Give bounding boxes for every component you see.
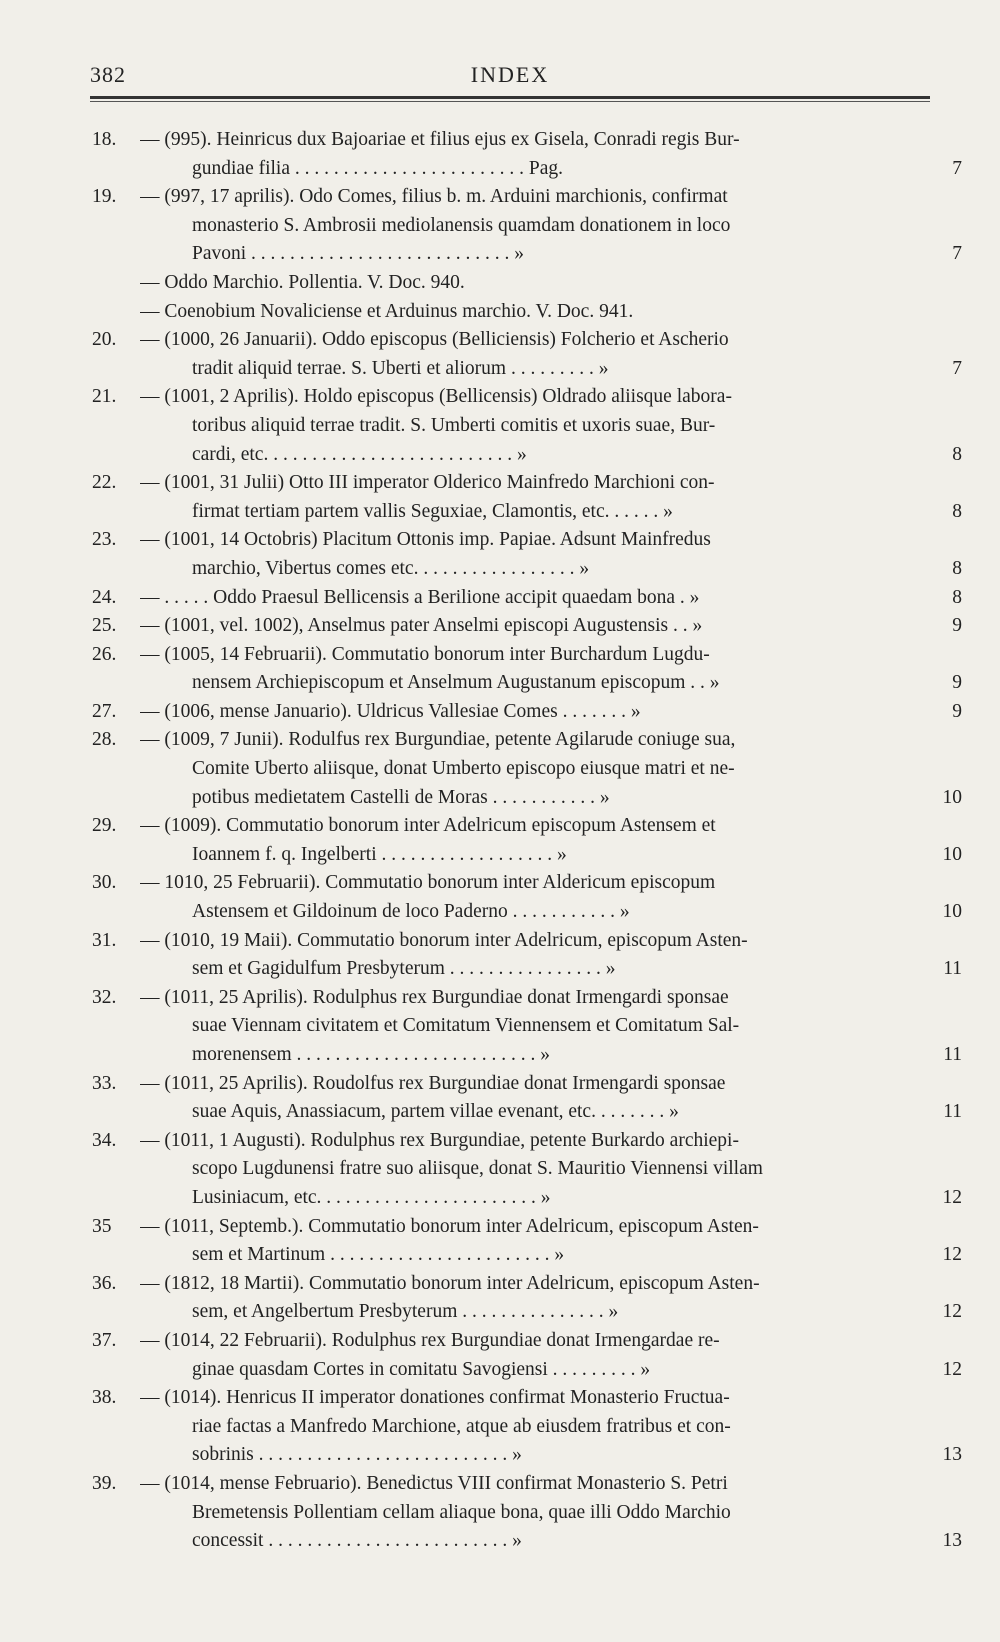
entry-number: 20.	[92, 329, 117, 351]
entry-text	[140, 1127, 952, 1213]
entry-number: 25.	[92, 615, 117, 637]
entry-line: tradit aliquid terrae. S. Uberti et aliorum . . . . . . . . . »	[192, 357, 609, 379]
entry-number: 36.	[92, 1272, 117, 1294]
entry-line: cardi, etc. . . . . . . . . . . . . . . . . . . . . . . . . . »	[192, 443, 527, 465]
entry-line: sem et Martinum . . . . . . . . . . . . . . . . . . . . . . . »	[192, 1244, 565, 1266]
entry-text	[140, 469, 952, 526]
entry-line: sem et Gagidulfum Presbyterum . . . . . . . . . . . . . . . . »	[192, 958, 616, 980]
entry-line: ginae quasdam Cortes in comitatu Savogiensi . . . . . . . . . »	[192, 1358, 651, 1380]
entry-line: — (1014, 22 Februarii). Rodulphus rex Burgundiae donat Irmengardae re-	[140, 1329, 720, 1351]
entry-page-ref: 11	[943, 1101, 962, 1123]
entry-number: 21.	[92, 386, 117, 408]
entry-number: 32.	[92, 986, 117, 1008]
index-entry	[92, 726, 962, 812]
entry-line: — (1005, 14 Februarii). Commutatio bonorum inter Burchardum Lugdu-	[140, 643, 710, 665]
entry-text	[140, 526, 952, 583]
entry-number: 39.	[92, 1472, 117, 1494]
entry-line: gundiae filia . . . . . . . . . . . . . . . . . . . . . . . . Pag.	[192, 157, 564, 179]
entry-line: Astensem et Gildoinum de loco Paderno . . . . . . . . . . . »	[192, 901, 630, 923]
entry-text	[140, 383, 952, 469]
entry-line: — (1812, 18 Martii). Commutatio bonorum inter Adelricum, episcopum Asten-	[140, 1272, 760, 1294]
entry-line: — (1010, 19 Maii). Commutatio bonorum inter Adelricum, episcopum Asten-	[140, 929, 748, 951]
index-entry	[92, 927, 962, 984]
entry-line: — (1011, 1 Augusti). Rodulphus rex Burgundiae, petente Burkardo archiepi-	[140, 1129, 739, 1151]
entry-text	[140, 326, 952, 383]
entry-line: suae Aquis, Anassiacum, partem villae evenant, etc. . . . . . . . »	[192, 1101, 679, 1123]
entry-page-ref: 8	[952, 557, 962, 579]
entry-line: — Oddo Marchio. Pollentia. V. Doc. 940.	[140, 271, 465, 293]
entry-line: Ioannem f. q. Ingelberti . . . . . . . . . . . . . . . . . . »	[192, 843, 567, 865]
entry-text	[140, 698, 952, 727]
entry-page-ref: 13	[942, 1530, 962, 1552]
entry-line: sem, et Angelbertum Presbyterum . . . . . . . . . . . . . . . »	[192, 1301, 619, 1323]
index-entry	[92, 526, 962, 583]
entry-line: — (1011, 25 Aprilis). Rodulphus rex Burgundiae donat Irmengardi sponsae	[140, 986, 729, 1008]
index-entry	[92, 126, 962, 183]
entry-text	[140, 183, 952, 269]
index-entry	[92, 1213, 962, 1270]
entry-line: scopo Lugdunensi fratre suo aliisque, donat S. Mauritio Viennensi villam	[192, 1158, 763, 1180]
running-title: INDEX	[470, 62, 550, 87]
entry-page-ref: 9	[952, 700, 962, 722]
entry-text	[140, 726, 952, 812]
entry-page-ref: 10	[942, 901, 962, 923]
entry-line: morenensem . . . . . . . . . . . . . . . . . . . . . . . . . »	[192, 1044, 551, 1065]
index-entry	[92, 298, 962, 327]
entry-line: sobrinis . . . . . . . . . . . . . . . . . . . . . . . . . . »	[192, 1444, 522, 1466]
entry-number: 23.	[92, 529, 117, 551]
entry-number: 30.	[92, 872, 117, 894]
index-entry	[92, 1470, 962, 1556]
entry-text	[140, 1270, 952, 1327]
entry-number: 28.	[92, 729, 117, 751]
index-entry	[92, 984, 962, 1070]
entry-line: — (1006, mense Januario). Uldricus Vallesiae Comes . . . . . . . »	[140, 700, 641, 722]
entry-page-ref: 10	[942, 843, 962, 865]
entry-text	[140, 984, 952, 1070]
index-entry	[92, 183, 962, 269]
entry-text	[140, 1213, 952, 1270]
entry-line: Pavoni . . . . . . . . . . . . . . . . . . . . . . . . . . . »	[192, 243, 525, 265]
entry-line: Comite Uberto aliisque, donat Umberto episcopo eiusque matri et ne-	[192, 758, 735, 780]
index-entry	[92, 269, 962, 298]
page-number: 382	[90, 62, 126, 87]
entry-number: 24.	[92, 586, 117, 608]
entry-text	[140, 584, 952, 613]
entry-line: toribus aliquid terrae tradit. S. Umberti comitis et uxoris suae, Bur-	[192, 414, 716, 436]
entry-line: — (1001, 14 Octobris) Placitum Ottonis imp. Papiae. Adsunt Mainfredus	[140, 529, 711, 551]
entry-line: — 1010, 25 Februarii). Commutatio bonorum inter Aldericum episcopum	[140, 872, 716, 894]
entry-line: — (1011, Septemb.). Commutatio bonorum inter Adelricum, episcopum Asten-	[140, 1215, 759, 1237]
entry-line: riae factas a Manfredo Marchione, atque ab eiusdem fratribus et con-	[192, 1415, 731, 1437]
entry-line: — (1014, mense Februario). Benedictus VIII confirmat Monasterio S. Petri	[140, 1472, 728, 1494]
entry-line: potibus medietatem Castelli de Moras . . . . . . . . . . . »	[192, 786, 610, 808]
entry-number: 29.	[92, 815, 117, 837]
entry-number: 22.	[92, 472, 117, 494]
entry-text	[140, 269, 952, 298]
entry-number: 31.	[92, 929, 117, 951]
entry-text	[140, 298, 952, 327]
entry-text	[140, 927, 952, 984]
header-rule-thick	[90, 96, 930, 99]
entry-number: 37.	[92, 1329, 117, 1351]
entry-line: monasterio S. Ambrosii mediolanensis quamdam donationem in loco	[192, 214, 731, 236]
entry-page-ref: 13	[942, 1444, 962, 1466]
index-entry	[92, 869, 962, 926]
index-entry	[92, 1327, 962, 1384]
entry-text	[140, 612, 952, 641]
entry-line: — (1014). Henricus II imperator donationes confirmat Monasterio Fructua-	[140, 1387, 730, 1409]
entry-line: suae Viennam civitatem et Comitatum Viennensem et Comitatum Sal-	[192, 1015, 740, 1037]
entry-text	[140, 869, 952, 926]
entry-line: marchio, Vibertus comes etc. . . . . . . . . . . . . . . . . »	[192, 557, 590, 579]
entry-text	[140, 641, 952, 698]
entry-number: 35	[92, 1215, 112, 1237]
entry-text	[140, 1070, 952, 1127]
entry-number: 27.	[92, 700, 117, 722]
entry-line: — Coenobium Novaliciense et Arduinus marchio. V. Doc. 941.	[140, 300, 634, 322]
entry-number: 19.	[92, 186, 117, 208]
entry-line: — (1001, vel. 1002), Anselmus pater Anselmi episcopi Augustensis . . »	[140, 615, 703, 637]
entry-page-ref: 10	[942, 786, 962, 808]
entry-line: — (1011, 25 Aprilis). Roudolfus rex Burgundiae donat Irmengardi sponsae	[140, 1072, 726, 1094]
entry-page-ref: 12	[942, 1186, 962, 1208]
entry-page-ref: 11	[943, 1044, 962, 1065]
entry-line: — (1000, 26 Januarii). Oddo episcopus (Belliciensis) Folcherio et Ascherio	[140, 329, 729, 351]
entry-page-ref: 7	[952, 157, 962, 179]
entry-number: 34.	[92, 1129, 117, 1151]
header-rule-thin	[90, 101, 930, 102]
entry-page-ref: 8	[952, 586, 962, 608]
entry-line: Bremetensis Pollentiam cellam aliaque bona, quae illi Oddo Marchio	[192, 1501, 731, 1523]
entry-page-ref: 12	[942, 1244, 962, 1266]
index-entry	[92, 1270, 962, 1327]
entry-line: — (1001, 2 Aprilis). Holdo episcopus (Bellicensis) Oldrado aliisque labora-	[140, 386, 732, 408]
index-entry	[92, 812, 962, 869]
entry-line: — (1009). Commutatio bonorum inter Adelricum episcopum Astensem et	[140, 815, 716, 837]
entry-page-ref: 7	[952, 243, 962, 265]
entry-text	[140, 1384, 952, 1470]
entry-page-ref: 7	[952, 357, 962, 379]
entry-number: 38.	[92, 1387, 117, 1409]
index-entry	[92, 698, 962, 727]
entry-page-ref: 9	[952, 615, 962, 637]
entry-number: 26.	[92, 643, 117, 665]
entry-page-ref: 12	[942, 1358, 962, 1380]
index-entry	[92, 1127, 962, 1213]
entry-line: — (1009, 7 Junii). Rodulfus rex Burgundiae, petente Agilarude coniuge sua,	[140, 729, 736, 751]
index-entry	[92, 1070, 962, 1127]
entry-number: 33.	[92, 1072, 117, 1094]
entry-line: — (995). Heinricus dux Bajoariae et filius ejus ex Gisela, Conradi regis Bur-	[140, 129, 740, 150]
entry-line: — . . . . . Oddo Praesul Bellicensis a Berilione accipit quaedam bona . »	[140, 586, 700, 608]
index-entry	[92, 383, 962, 469]
index-entry	[92, 641, 962, 698]
index-entry	[92, 1384, 962, 1470]
entry-line: firmat tertiam partem vallis Seguxiae, Clamontis, etc. . . . . . »	[192, 500, 673, 522]
entry-line: Lusiniacum, etc. . . . . . . . . . . . . . . . . . . . . . . »	[192, 1186, 551, 1208]
entry-line: — (1001, 31 Julii) Otto III imperator Olderico Mainfredo Marchioni con-	[140, 472, 715, 494]
entry-line: concessit . . . . . . . . . . . . . . . . . . . . . . . . . »	[192, 1530, 522, 1552]
entry-number: 18.	[92, 129, 117, 150]
index-entry	[92, 584, 962, 613]
entry-page-ref: 8	[952, 500, 962, 522]
entry-text	[140, 1470, 952, 1556]
entry-page-ref: 12	[942, 1301, 962, 1323]
index-entries	[92, 126, 962, 1556]
index-entry	[92, 612, 962, 641]
entry-text	[140, 812, 952, 869]
index-entry	[92, 469, 962, 526]
entry-page-ref: 9	[952, 672, 962, 694]
entry-page-ref: 11	[943, 958, 962, 980]
entry-page-ref: 8	[952, 443, 962, 465]
entry-text	[140, 1327, 952, 1384]
entry-line: — (997, 17 aprilis). Odo Comes, filius b. m. Arduini marchionis, confirmat	[140, 186, 728, 208]
entry-text	[140, 126, 952, 183]
index-entry	[92, 326, 962, 383]
entry-line: nensem Archiepiscopum et Anselmum Augustanum episcopum . . »	[192, 672, 720, 694]
